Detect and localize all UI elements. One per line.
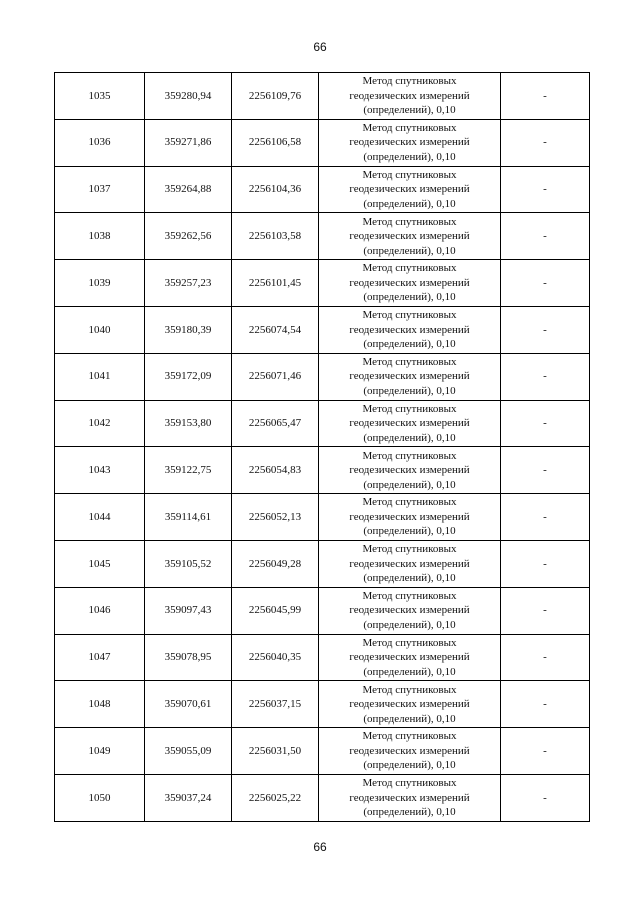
y-coordinate-cell: 2256025,22 (232, 774, 319, 821)
note-cell: - (501, 166, 590, 213)
method-text-line: (определений), 0,10 (363, 104, 456, 117)
note-cell: - (501, 447, 590, 494)
method-cell (319, 774, 501, 821)
method-text-line: (определений), 0,10 (363, 150, 456, 163)
method-text-line: (определений), 0,10 (363, 478, 456, 491)
note-cell: - (501, 728, 590, 775)
method-text-line: геодезических измерений (349, 510, 470, 523)
point-number-cell: 1044 (55, 494, 145, 541)
y-coordinate-cell: 2256103,58 (232, 213, 319, 260)
y-coordinate-cell: 2256054,83 (232, 447, 319, 494)
method-cell (319, 119, 501, 166)
table-row (55, 306, 590, 353)
x-coordinate-cell: 359153,80 (145, 400, 232, 447)
point-number-cell: 1049 (55, 728, 145, 775)
note-cell: - (501, 73, 590, 120)
page-number-bottom: 66 (313, 840, 327, 854)
x-coordinate-cell: 359055,09 (145, 728, 232, 775)
method-cell (319, 634, 501, 681)
method-text-line: Метод спутниковых (362, 168, 457, 181)
method-cell (319, 400, 501, 447)
method-cell (319, 213, 501, 260)
table-row (55, 166, 590, 213)
point-number-cell: 1050 (55, 774, 145, 821)
point-number-cell: 1048 (55, 681, 145, 728)
table-row (55, 728, 590, 775)
method-text-line: (определений), 0,10 (363, 338, 456, 351)
note-cell: - (501, 587, 590, 634)
note-cell: - (501, 260, 590, 307)
method-cell (319, 260, 501, 307)
method-text-line: Метод спутниковых (362, 543, 457, 556)
method-text-line: геодезических измерений (349, 276, 470, 289)
point-number-cell: 1038 (55, 213, 145, 260)
coordinates-table-body (55, 73, 590, 822)
method-cell (319, 73, 501, 120)
y-coordinate-cell: 2256031,50 (232, 728, 319, 775)
table-row (55, 73, 590, 120)
x-coordinate-cell: 359122,75 (145, 447, 232, 494)
note-cell: - (501, 306, 590, 353)
method-text-line: (определений), 0,10 (363, 618, 456, 631)
note-cell: - (501, 353, 590, 400)
method-text-line: геодезических измерений (349, 136, 470, 149)
x-coordinate-cell: 359078,95 (145, 634, 232, 681)
method-text-line: (определений), 0,10 (363, 665, 456, 678)
method-text-line: Метод спутниковых (362, 449, 457, 462)
method-text-line: (определений), 0,10 (363, 291, 456, 304)
method-text-line: геодезических измерений (349, 651, 470, 664)
table-row (55, 494, 590, 541)
table-row (55, 400, 590, 447)
y-coordinate-cell: 2256065,47 (232, 400, 319, 447)
point-number-cell: 1047 (55, 634, 145, 681)
method-text-line: геодезических измерений (349, 370, 470, 383)
method-cell (319, 587, 501, 634)
x-coordinate-cell: 359262,56 (145, 213, 232, 260)
y-coordinate-cell: 2256101,45 (232, 260, 319, 307)
note-cell: - (501, 213, 590, 260)
note-cell: - (501, 681, 590, 728)
point-number-cell: 1046 (55, 587, 145, 634)
point-number-cell: 1042 (55, 400, 145, 447)
table-row (55, 540, 590, 587)
method-cell (319, 353, 501, 400)
method-cell (319, 494, 501, 541)
x-coordinate-cell: 359257,23 (145, 260, 232, 307)
note-cell: - (501, 119, 590, 166)
y-coordinate-cell: 2256071,46 (232, 353, 319, 400)
point-number-cell: 1039 (55, 260, 145, 307)
table-row (55, 260, 590, 307)
y-coordinate-cell: 2256045,99 (232, 587, 319, 634)
method-cell (319, 540, 501, 587)
method-text-line: Метод спутниковых (362, 730, 457, 743)
method-cell (319, 728, 501, 775)
y-coordinate-cell: 2256040,35 (232, 634, 319, 681)
x-coordinate-cell: 359172,09 (145, 353, 232, 400)
method-text-line: геодезических измерений (349, 183, 470, 196)
method-text-line: (определений), 0,10 (363, 572, 456, 585)
x-coordinate-cell: 359180,39 (145, 306, 232, 353)
point-number-cell: 1043 (55, 447, 145, 494)
page-number-top: 66 (313, 40, 327, 54)
method-text-line: Метод спутниковых (362, 496, 457, 509)
y-coordinate-cell: 2256037,15 (232, 681, 319, 728)
method-text-line: Метод спутниковых (362, 402, 457, 415)
table-row (55, 213, 590, 260)
point-number-cell: 1041 (55, 353, 145, 400)
method-cell (319, 166, 501, 213)
x-coordinate-cell: 359037,24 (145, 774, 232, 821)
note-cell: - (501, 400, 590, 447)
method-text-line: Метод спутниковых (362, 636, 457, 649)
method-text-line: геодезических измерений (349, 604, 470, 617)
method-text-line: Метод спутниковых (362, 262, 457, 275)
point-number-cell: 1045 (55, 540, 145, 587)
method-cell (319, 306, 501, 353)
table-row (55, 119, 590, 166)
method-text-line: геодезических измерений (349, 464, 470, 477)
method-text-line: (определений), 0,10 (363, 431, 456, 444)
method-text-line: Метод спутниковых (362, 121, 457, 134)
table-row (55, 353, 590, 400)
method-text-line: геодезических измерений (349, 698, 470, 710)
x-coordinate-cell: 359280,94 (145, 73, 232, 120)
method-text-line: (определений), 0,10 (363, 806, 456, 819)
note-cell: - (501, 774, 590, 821)
x-coordinate-cell: 359070,61 (145, 681, 232, 728)
table-row (55, 634, 590, 681)
x-coordinate-cell: 359114,61 (145, 494, 232, 541)
method-text-line: (определений), 0,10 (363, 525, 456, 538)
table-row (55, 447, 590, 494)
y-coordinate-cell: 2256049,28 (232, 540, 319, 587)
y-coordinate-cell: 2256109,76 (232, 73, 319, 120)
note-cell: - (501, 540, 590, 587)
method-text-line: Метод спутниковых (362, 215, 457, 228)
method-text-line: Метод спутниковых (362, 683, 457, 696)
coordinates-table (54, 72, 590, 822)
method-text-line: геодезических измерений (349, 791, 470, 804)
x-coordinate-cell: 359264,88 (145, 166, 232, 213)
method-text-line: Метод спутниковых (362, 777, 457, 790)
method-text-line: (определений), 0,10 (363, 197, 456, 210)
table-row (55, 774, 590, 821)
note-cell: - (501, 494, 590, 541)
y-coordinate-cell: 2256104,36 (232, 166, 319, 213)
point-number-cell: 1036 (55, 119, 145, 166)
point-number-cell: 1040 (55, 306, 145, 353)
method-text-line: Метод спутниковых (362, 75, 457, 88)
method-text-line: геодезических измерений (349, 89, 470, 102)
method-text-line: (определений), 0,10 (363, 384, 456, 397)
x-coordinate-cell: 359271,86 (145, 119, 232, 166)
method-text-line: Метод спутниковых (362, 309, 457, 322)
point-number-cell: 1035 (55, 73, 145, 120)
note-cell: - (501, 634, 590, 681)
table-row (55, 681, 590, 728)
x-coordinate-cell: 359097,43 (145, 587, 232, 634)
method-text-line: (определений), 0,10 (363, 759, 456, 772)
y-coordinate-cell: 2256074,54 (232, 306, 319, 353)
method-cell (319, 447, 501, 494)
method-text-line: геодезических измерений (349, 230, 470, 243)
method-cell (319, 681, 501, 728)
method-text-line: геодезических измерений (349, 744, 470, 757)
y-coordinate-cell: 2256052,13 (232, 494, 319, 541)
y-coordinate-cell: 2256106,58 (232, 119, 319, 166)
table-row (55, 587, 590, 634)
point-number-cell: 1037 (55, 166, 145, 213)
method-text-line: Метод спутниковых (362, 589, 457, 602)
method-text-line: Метод спутниковых (362, 355, 457, 368)
x-coordinate-cell: 359105,52 (145, 540, 232, 587)
method-text-line: геодезических измерений (349, 557, 470, 570)
method-text-line: (определений), 0,10 (363, 244, 456, 257)
method-text-line: геодезических измерений (349, 417, 470, 430)
method-text-line: геодезических измерений (349, 323, 470, 336)
method-text-line: (определений), 0,10 (363, 712, 456, 725)
